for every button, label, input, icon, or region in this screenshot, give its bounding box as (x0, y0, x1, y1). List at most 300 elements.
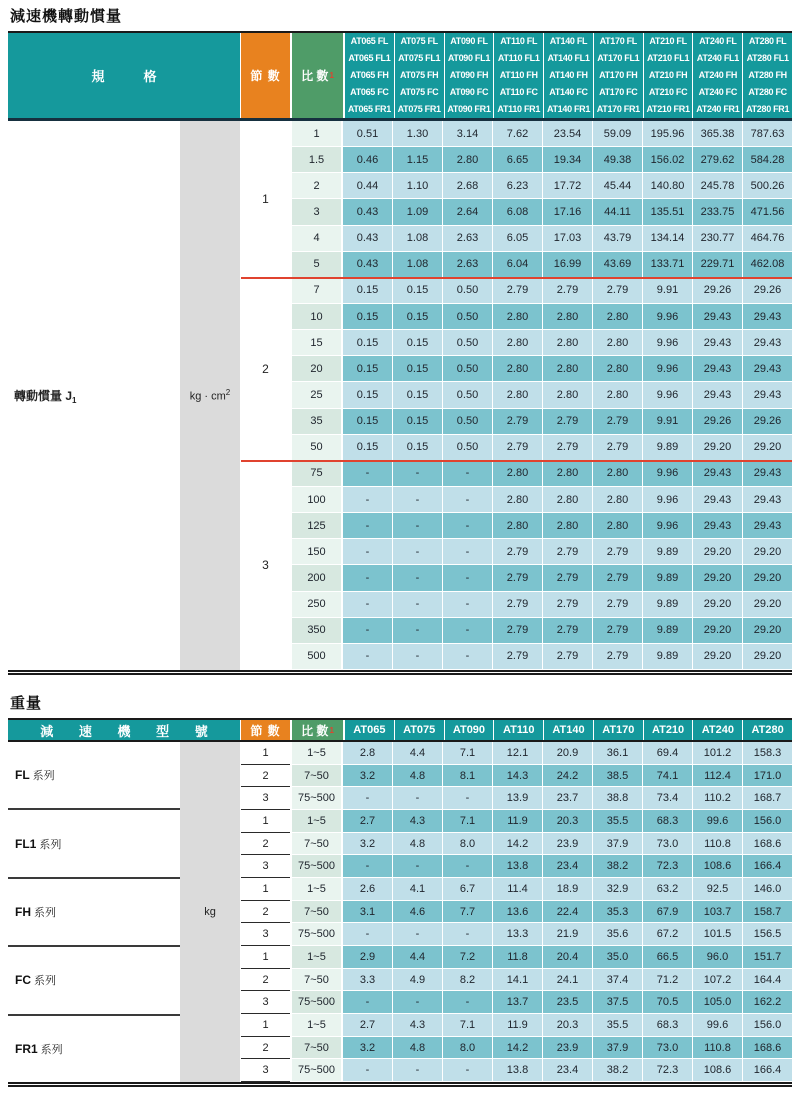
series-label-cell (8, 1016, 180, 1082)
value-cell: 9.89 (643, 539, 693, 565)
value-cell: 4.3 (393, 810, 443, 833)
sections-cell: 1 (241, 810, 290, 833)
row-label-cell (8, 121, 180, 670)
value-cell: - (343, 1059, 393, 1082)
value-cell: 73.0 (643, 1037, 693, 1060)
ratio-cell: 350 (292, 618, 343, 644)
model-header-cell: AT280 (742, 720, 792, 740)
value-cell: - (343, 513, 393, 539)
series-name: FL1 (15, 836, 37, 851)
value-cell: 2.80 (493, 487, 543, 513)
ratio-header-cell (292, 720, 343, 740)
value-cell: 7.7 (443, 901, 493, 924)
value-cell: 135.51 (643, 199, 693, 225)
value-cell: 0.43 (343, 252, 393, 278)
model-variant-label: AT170 FL (599, 36, 638, 46)
series-suffix: 系列 (40, 1043, 63, 1056)
value-cell: 2.80 (443, 147, 493, 173)
value-cell: 32.9 (593, 878, 643, 901)
value-cell: - (443, 487, 493, 513)
table-row (292, 513, 792, 539)
model-variant-label: AT140 FL1 (547, 53, 590, 63)
value-cell: 14.2 (493, 833, 543, 856)
value-cell: 2.79 (593, 644, 643, 670)
value-cell: 9.89 (643, 618, 693, 644)
value-cell: 9.96 (643, 513, 693, 539)
table-row (292, 409, 792, 435)
value-cell: 13.3 (493, 923, 543, 946)
series-suffix: 系列 (32, 770, 55, 783)
value-cell: 9.89 (643, 644, 693, 670)
value-cell: 67.9 (643, 901, 693, 924)
value-cell: 110.2 (693, 787, 743, 810)
value-cell: 17.03 (543, 226, 593, 252)
value-cell: 158.7 (743, 901, 792, 924)
value-cell: 2.80 (493, 461, 543, 487)
model-header-cell: AT170 (593, 720, 643, 740)
value-cell: 110.8 (693, 833, 743, 856)
model-variant-label: AT065 FL1 (348, 53, 391, 63)
value-cell: 0.50 (443, 409, 493, 435)
value-cell: 29.20 (693, 565, 743, 591)
value-cell: - (443, 787, 493, 810)
value-cell: 4.6 (393, 901, 443, 924)
value-cell: 8.2 (443, 969, 493, 992)
value-cell: 2.79 (543, 592, 593, 618)
value-cell: 0.46 (343, 147, 393, 173)
value-cell: 1.15 (393, 147, 443, 173)
model-header-cells (345, 720, 792, 740)
table-row (292, 121, 792, 147)
value-cell: 4.8 (393, 833, 443, 856)
model-variant-label: AT090 FH (449, 70, 489, 80)
model-variant-label: AT280 FH (748, 70, 787, 80)
value-cell: - (393, 487, 443, 513)
model-variant-label: AT280 FL (748, 36, 787, 46)
value-cell: 0.43 (343, 199, 393, 225)
model-variant-label: AT140 FR1 (546, 104, 591, 114)
value-cell: 13.9 (493, 787, 543, 810)
value-cell: 2.80 (543, 304, 593, 330)
value-cell: 2.8 (343, 742, 393, 765)
value-cell: 151.7 (743, 946, 792, 969)
value-cell: 29.20 (743, 539, 792, 565)
value-cell: 0.15 (343, 382, 393, 408)
value-cell: 9.96 (643, 356, 693, 382)
model-variant-label: AT240 FL (699, 36, 737, 46)
value-cell: 0.15 (393, 304, 443, 330)
value-cell: 787.63 (743, 121, 792, 147)
table-row (292, 765, 792, 788)
ratio-cell: 35 (292, 409, 343, 435)
ratio-cell: 7~50 (292, 833, 343, 856)
value-cell: 59.09 (593, 121, 643, 147)
value-cell: 29.20 (743, 435, 792, 461)
sections-cell: 3 (241, 855, 290, 878)
series-suffix: 系列 (39, 838, 62, 851)
value-cell: 8.0 (443, 833, 493, 856)
value-cell: 229.71 (693, 252, 743, 278)
table-row (292, 878, 792, 901)
value-cell: 35.3 (593, 901, 643, 924)
model-variant-label: AT075 FR1 (397, 104, 441, 114)
value-cell: 24.2 (543, 765, 593, 788)
value-cell: 23.9 (543, 833, 593, 856)
value-cell: 23.5 (543, 991, 593, 1014)
value-cell: 3.2 (343, 1037, 393, 1060)
ratio-cell: 1.5 (292, 147, 343, 173)
spec-header-cell: 規 格 (8, 33, 240, 118)
value-cell: - (393, 539, 443, 565)
value-cell: 103.7 (693, 901, 743, 924)
value-cell: 13.8 (493, 855, 543, 878)
ratio-cell: 4 (292, 226, 343, 252)
model-variant-label: AT210 FL1 (647, 53, 690, 63)
value-cell: 105.0 (693, 991, 743, 1014)
value-cell: 2.79 (593, 592, 643, 618)
value-cell: 29.43 (693, 382, 743, 408)
value-cell: 14.3 (493, 765, 543, 788)
value-cell: 2.79 (543, 278, 593, 304)
value-cell: 0.15 (343, 435, 393, 461)
value-cell: 9.91 (643, 409, 693, 435)
model-variant-label: AT280 FL1 (746, 53, 789, 63)
value-cell: 0.15 (343, 356, 393, 382)
value-cell: - (393, 855, 443, 878)
value-cell: 462.08 (743, 252, 792, 278)
value-cell: 2.79 (543, 618, 593, 644)
table-row (292, 1014, 792, 1037)
value-cell: 166.4 (743, 855, 792, 878)
model-variant-label: AT075 FC (399, 87, 439, 97)
model-variant-label: AT210 FL (649, 36, 687, 46)
ratio-header-label: 比 數 (301, 723, 329, 738)
inertia-table-body (8, 121, 792, 675)
value-cell: 500.26 (743, 173, 792, 199)
value-cell: 29.26 (693, 278, 743, 304)
value-cell: 3.14 (443, 121, 493, 147)
value-cell: 70.5 (643, 991, 693, 1014)
value-cell: 2.64 (443, 199, 493, 225)
value-cell: 49.38 (593, 147, 643, 173)
value-cell: 16.99 (543, 252, 593, 278)
value-cell: 11.9 (493, 810, 543, 833)
value-cell: 0.15 (343, 304, 393, 330)
table-row (292, 923, 792, 946)
value-cell: 73.0 (643, 833, 693, 856)
model-header-cell: AT210 (643, 720, 693, 740)
weight-table-body (8, 742, 792, 1087)
value-cell: 35.6 (593, 923, 643, 946)
sections-cell: 3 (241, 787, 290, 810)
value-cell: 92.5 (693, 878, 743, 901)
table-row (292, 592, 792, 618)
value-cell: 279.62 (693, 147, 743, 173)
value-cell: - (443, 592, 493, 618)
value-cell: 20.4 (543, 946, 593, 969)
value-cell: 2.7 (343, 810, 393, 833)
sections-group-cell: 2 (262, 362, 269, 377)
model-no-header-cell: 減 速 機 型 號 (8, 720, 240, 740)
value-cell: 166.4 (743, 1059, 792, 1082)
model-header-cell: AT065 (345, 720, 394, 740)
value-cell: 245.78 (693, 173, 743, 199)
value-cell: - (443, 855, 493, 878)
model-variant-label: AT240 FC (698, 87, 738, 97)
inertia-table-title: 減速機轉動慣量 (10, 8, 123, 25)
model-header-cells (345, 33, 792, 118)
ratio-cell: 250 (292, 592, 343, 618)
value-cell: 2.80 (493, 356, 543, 382)
value-cell: - (393, 592, 443, 618)
model-header-cell (345, 33, 394, 118)
value-cell: 3.2 (343, 765, 393, 788)
value-cell: 13.7 (493, 991, 543, 1014)
ratio-cell: 15 (292, 330, 343, 356)
value-cell: 29.43 (743, 487, 792, 513)
value-cell: 38.5 (593, 765, 643, 788)
ratio-cell: 75~500 (292, 1059, 343, 1082)
value-cell: 2.80 (543, 356, 593, 382)
series-suffix: 系列 (34, 907, 56, 920)
value-cell: - (443, 565, 493, 591)
model-variant-label: AT075 FL (400, 36, 438, 46)
value-cell: 29.43 (743, 330, 792, 356)
value-cell: - (343, 618, 393, 644)
ratio-cell: 20 (292, 356, 343, 382)
series-label-cell (8, 879, 180, 947)
value-cell: - (393, 1059, 443, 1082)
value-cell: - (343, 855, 393, 878)
value-cell: 9.89 (643, 592, 693, 618)
value-cell: 2.79 (593, 618, 643, 644)
value-cell: - (443, 461, 493, 487)
value-cell: 2.80 (593, 330, 643, 356)
value-cell: 195.96 (643, 121, 693, 147)
model-variant-label: AT140 FC (549, 87, 588, 97)
value-cell: 35.5 (593, 810, 643, 833)
value-cell: 2.79 (493, 644, 543, 670)
ratio-cell: 2 (292, 173, 343, 199)
value-cell: 7.2 (443, 946, 493, 969)
table-row (292, 946, 792, 969)
value-cell: 22.4 (543, 901, 593, 924)
value-cell: 38.8 (593, 787, 643, 810)
value-cell: - (343, 487, 393, 513)
ratio-cell: 125 (292, 513, 343, 539)
sections-cell: 3 (241, 991, 290, 1014)
model-variant-label: AT170 FL1 (597, 53, 640, 63)
value-cell: 0.43 (343, 226, 393, 252)
series-label-cell (8, 810, 180, 878)
value-cell: 13.8 (493, 1059, 543, 1082)
ratio-header-label: 比 數 (301, 69, 329, 83)
value-cell: 0.51 (343, 121, 393, 147)
model-header-cell: AT075 (394, 720, 444, 740)
value-cell: 2.80 (543, 513, 593, 539)
value-cell: 4.9 (393, 969, 443, 992)
value-cell: 1.08 (393, 226, 443, 252)
value-cell: 23.4 (543, 855, 593, 878)
value-cell: 4.4 (393, 946, 443, 969)
value-cell: 69.4 (643, 742, 693, 765)
value-cell: - (393, 565, 443, 591)
value-cell: 2.79 (543, 644, 593, 670)
value-cell: 6.65 (493, 147, 543, 173)
value-cell: 9.96 (643, 382, 693, 408)
value-cell: 74.1 (643, 765, 693, 788)
value-cell: 67.2 (643, 923, 693, 946)
value-cell: 63.2 (643, 878, 693, 901)
model-variant-label: AT280 FC (748, 87, 787, 97)
value-cell: 0.50 (443, 278, 493, 304)
value-cell: 9.96 (643, 461, 693, 487)
unit-cell (180, 742, 240, 1082)
inertia-row-label (14, 386, 76, 404)
value-cell: 1.09 (393, 199, 443, 225)
value-cell: 584.28 (743, 147, 792, 173)
sections-cell: 3 (241, 923, 290, 946)
model-variant-label: AT110 FL1 (497, 53, 540, 63)
value-cell: 2.80 (493, 304, 543, 330)
ratio-cell: 75 (292, 461, 343, 487)
sections-column (241, 121, 290, 670)
value-cell: 99.6 (693, 1014, 743, 1037)
series-suffix: 系列 (34, 975, 56, 988)
value-cell: - (393, 991, 443, 1014)
ratio-cell: 1~5 (292, 878, 343, 901)
value-cell: - (343, 991, 393, 1014)
inertia-data-rows (292, 121, 792, 670)
value-cell: 464.76 (743, 226, 792, 252)
value-cell: 0.50 (443, 304, 493, 330)
value-cell: 171.0 (743, 765, 792, 788)
value-cell: 9.91 (643, 278, 693, 304)
value-cell: 365.38 (693, 121, 743, 147)
table-row (292, 855, 792, 878)
value-cell: 44.11 (593, 199, 643, 225)
value-cell: 14.2 (493, 1037, 543, 1060)
value-cell: 29.43 (743, 304, 792, 330)
value-cell: 71.2 (643, 969, 693, 992)
value-cell: 96.0 (693, 946, 743, 969)
value-cell: 164.4 (743, 969, 792, 992)
unit-label (190, 388, 231, 403)
value-cell: 2.80 (593, 487, 643, 513)
value-cell: 9.96 (643, 330, 693, 356)
value-cell: - (343, 644, 393, 670)
model-header-cell (742, 33, 792, 118)
value-cell: 110.8 (693, 1037, 743, 1060)
value-cell: - (343, 565, 393, 591)
value-cell: 38.2 (593, 855, 643, 878)
value-cell: 2.79 (493, 539, 543, 565)
ratio-cell: 200 (292, 565, 343, 591)
table-row (292, 565, 792, 591)
value-cell: 2.68 (443, 173, 493, 199)
model-header-cell (643, 33, 693, 118)
value-cell: 35.0 (593, 946, 643, 969)
value-cell: 73.4 (643, 787, 693, 810)
value-cell: 29.43 (693, 461, 743, 487)
value-cell: 7.1 (443, 742, 493, 765)
model-variant-label: AT170 FH (599, 70, 638, 80)
series-label-cell (8, 742, 180, 810)
value-cell: 0.15 (343, 409, 393, 435)
weight-data-rows (292, 742, 792, 1082)
value-cell: 3.2 (343, 833, 393, 856)
ratio-cell: 1~5 (292, 742, 343, 765)
model-variant-label: AT140 FH (549, 70, 588, 80)
sections-cell: 2 (241, 969, 290, 992)
sections-cell: 2 (241, 765, 290, 788)
series-name: FC (15, 973, 31, 988)
value-cell: 29.43 (743, 461, 792, 487)
value-cell: 3.1 (343, 901, 393, 924)
value-cell: 0.15 (393, 356, 443, 382)
value-cell: 68.3 (643, 1014, 693, 1037)
table-row (292, 539, 792, 565)
value-cell: 20.3 (543, 1014, 593, 1037)
sections-cell: 2 (241, 901, 290, 924)
model-variant-label: AT140 FL (549, 36, 588, 46)
value-cell: 0.50 (443, 435, 493, 461)
model-variant-label: AT110 FH (499, 70, 538, 80)
value-cell: 4.8 (393, 1037, 443, 1060)
value-cell: 0.50 (443, 330, 493, 356)
value-cell: 2.80 (593, 304, 643, 330)
value-cell: 107.2 (693, 969, 743, 992)
model-variant-label: AT170 FR1 (596, 104, 640, 114)
model-header-cell: AT140 (543, 720, 593, 740)
value-cell: 29.43 (693, 330, 743, 356)
value-cell: 2.79 (493, 592, 543, 618)
value-cell: 2.79 (493, 618, 543, 644)
value-cell: 9.89 (643, 565, 693, 591)
series-column (8, 742, 180, 1082)
table-row (292, 173, 792, 199)
model-variant-label: AT110 FC (499, 87, 538, 97)
value-cell: 168.6 (743, 1037, 792, 1060)
value-cell: 0.15 (393, 330, 443, 356)
value-cell: 101.2 (693, 742, 743, 765)
value-cell: 2.80 (543, 487, 593, 513)
value-cell: 2.63 (443, 226, 493, 252)
ratio-cell: 500 (292, 644, 343, 670)
value-cell: 2.79 (593, 435, 643, 461)
sections-group-cell: 1 (262, 192, 269, 207)
sections-cell: 2 (241, 1037, 290, 1060)
ratio-cell: 7 (292, 278, 343, 304)
value-cell: 162.2 (743, 991, 792, 1014)
value-cell: 37.5 (593, 991, 643, 1014)
value-cell: - (443, 513, 493, 539)
series-name: FR1 (15, 1041, 38, 1056)
value-cell: 19.34 (543, 147, 593, 173)
model-header-cell (543, 33, 593, 118)
value-cell: 66.5 (643, 946, 693, 969)
value-cell: 29.20 (693, 592, 743, 618)
value-cell: 4.8 (393, 765, 443, 788)
weight-table (8, 718, 792, 1087)
value-cell: 17.72 (543, 173, 593, 199)
ratio-cell: 75~500 (292, 787, 343, 810)
sections-cell: 1 (241, 946, 290, 969)
table-row (292, 969, 792, 992)
sections-header-cell: 節 數 (241, 720, 290, 740)
value-cell: 23.54 (543, 121, 593, 147)
value-cell: - (443, 644, 493, 670)
